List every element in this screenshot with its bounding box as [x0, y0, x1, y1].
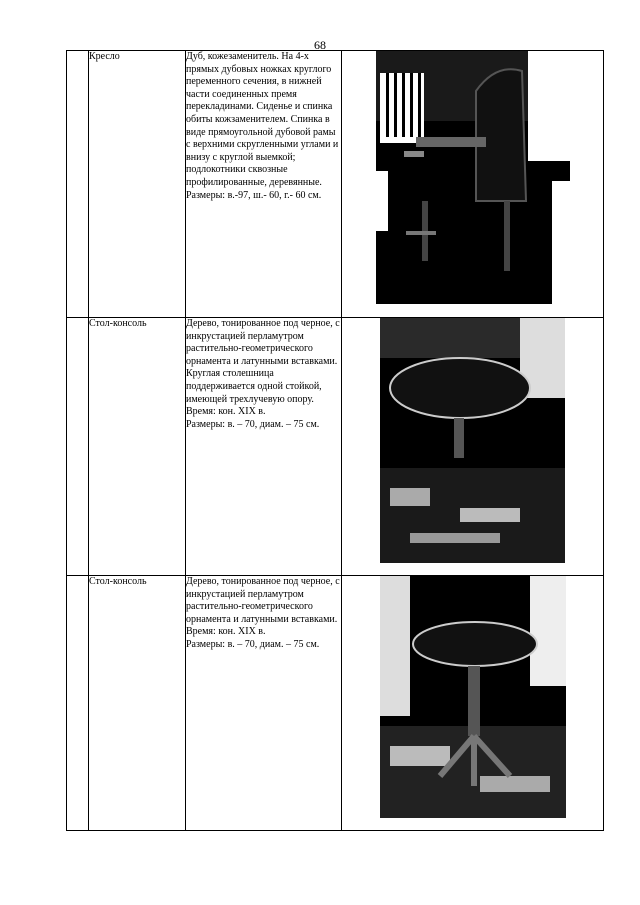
item-photo-cell — [342, 51, 604, 318]
item-description: Дерево, тонированное под черное, с инкрустацией перламутром растительно-геометрического орнамента и латунными вставками. Время: кон. XIX в. Размеры: в. – 70, диам. – 75 см. — [186, 576, 342, 831]
item-description: Дуб, кожезаменитель. На 4-х прямых дубовых ножках круглого переменного сечения, в нижней части соединенных премя перекладинами. Сиденье и спинка обиты кожзаменителем. Спинка в виде прямоугольной дубовой рамы с верхними скругленными углами и внизу с круглой выемкой; подлокотники сквозные профилированные, деревянные. Размеры: в.-97, ш.- 60, г.- 60 см. — [186, 51, 342, 318]
table-row — [67, 576, 604, 831]
item-number-cell — [67, 576, 89, 831]
armchair-photo — [376, 51, 570, 304]
console-table-photo — [380, 318, 565, 563]
table-row — [67, 51, 604, 318]
item-photo-cell — [342, 318, 604, 576]
page-number: 68 — [314, 38, 326, 52]
item-name: Стол-консоль — [89, 318, 186, 576]
table-row — [67, 318, 604, 576]
item-name: Стол-консоль — [89, 576, 186, 831]
item-description: Дерево, тонированное под черное, с инкрустацией перламутром растительно-геометрического орнамента и латунными вставками. Круглая столешница поддерживается одной стойкой, имеющей трехлучевую опору. Время: кон. XIX в. Размеры: в. – 70, диам. – 75 см. — [186, 318, 342, 576]
item-number-cell — [67, 318, 89, 576]
item-name: Кресло — [89, 51, 186, 318]
item-number-cell — [67, 51, 89, 318]
catalog-table — [66, 50, 604, 831]
item-photo-cell — [342, 576, 604, 831]
console-table-photo — [380, 576, 566, 818]
